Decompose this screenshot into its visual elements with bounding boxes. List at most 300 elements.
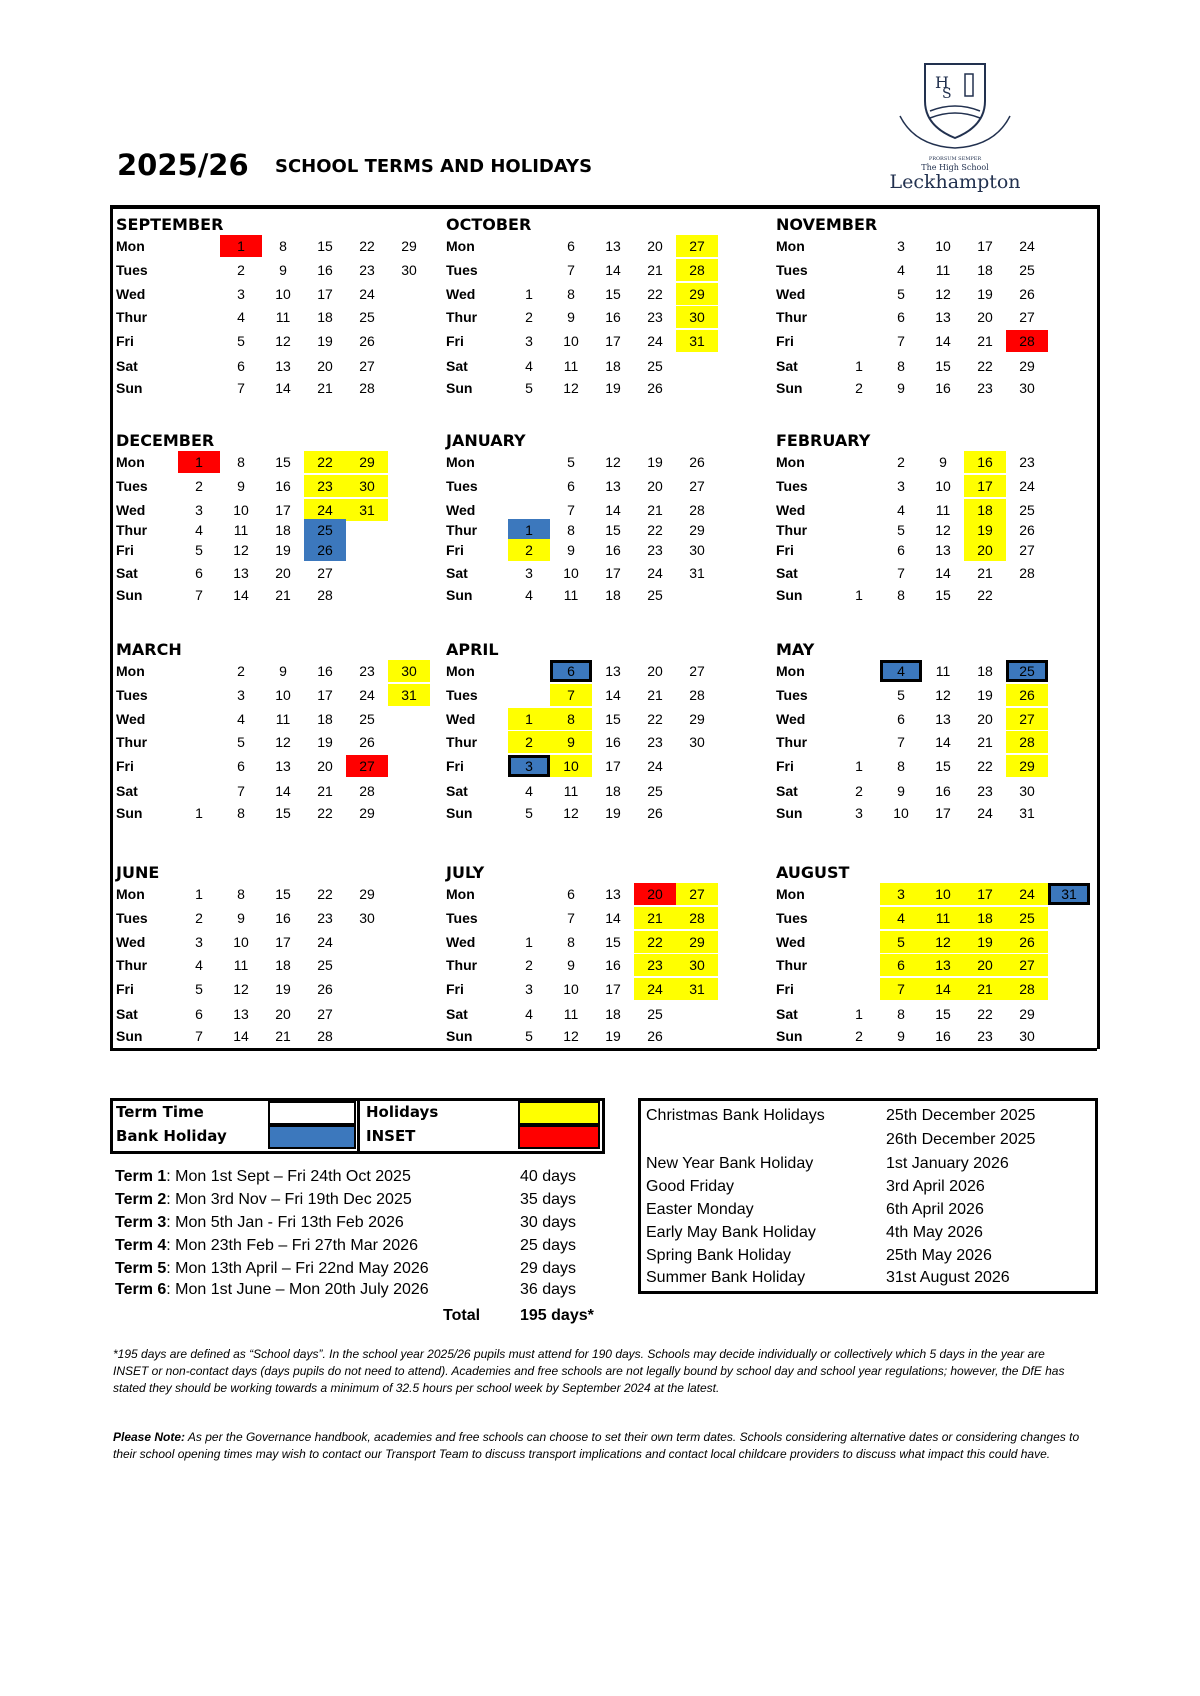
month-june [113, 863, 441, 1068]
date-cell: 21 [647, 262, 663, 278]
date-cell: 23 [634, 954, 676, 976]
date-cell: 29 [401, 238, 417, 254]
day-row-wed [773, 499, 1101, 521]
date-cell: 22 [647, 286, 663, 302]
date-cell [178, 731, 220, 753]
date-cell: 8 [567, 286, 575, 302]
day-row-sun [443, 802, 771, 824]
legend-inset-swatch [518, 1125, 600, 1149]
date-cell: 10 [550, 755, 592, 777]
date-cell: 4 [525, 783, 533, 799]
date-cell: 12 [935, 286, 951, 302]
date-cell: 19 [977, 687, 993, 703]
date-cell: 28 [1006, 330, 1048, 352]
day-row-thur [773, 954, 1101, 976]
date-cell: 5 [237, 333, 245, 349]
date-cell [1048, 931, 1090, 953]
date-cell: 17 [605, 565, 621, 581]
day-row-sat [443, 780, 771, 802]
date-cell: 4 [897, 502, 905, 518]
date-cell: 18 [605, 358, 621, 374]
month-name: APRIL [446, 640, 499, 659]
date-cell: 1 [525, 286, 533, 302]
date-cell: 29 [359, 886, 375, 902]
date-cell [676, 355, 718, 377]
weekday-label: Fri [116, 333, 134, 349]
bank-holiday-date: 1st January 2026 [886, 1155, 1009, 1172]
day-row-mon [773, 235, 1101, 257]
date-cell: 23 [977, 1028, 993, 1044]
date-cell: 1 [178, 451, 220, 473]
weekday-label: Wed [776, 502, 806, 518]
year-title: 2025/26 [117, 148, 249, 182]
day-row-wed [443, 708, 771, 730]
date-cell: 12 [935, 687, 951, 703]
date-cell: 14 [275, 783, 291, 799]
weekday-label: Mon [116, 663, 145, 679]
date-cell [838, 708, 880, 730]
date-cell: 22 [647, 522, 663, 538]
bank-holiday-name: Summer Bank Holiday [646, 1269, 806, 1286]
date-cell [838, 306, 880, 328]
day-row-sun [443, 1025, 771, 1047]
date-cell: 21 [634, 907, 676, 929]
calendar-divider [110, 1048, 1097, 1051]
date-cell [1048, 978, 1090, 1000]
date-cell: 5 [897, 687, 905, 703]
date-cell: 2 [525, 957, 533, 973]
weekday-label: Mon [446, 886, 475, 902]
date-cell: 18 [317, 309, 333, 325]
date-cell [676, 802, 718, 824]
weekday-label: Thur [446, 734, 478, 750]
date-cell: 5 [195, 981, 203, 997]
date-cell: 7 [550, 684, 592, 706]
weekday-label: Tues [446, 262, 478, 278]
date-cell [508, 499, 550, 521]
date-cell: 5 [567, 454, 575, 470]
date-cell: 15 [935, 1006, 951, 1022]
date-cell: 10 [275, 286, 291, 302]
date-cell: 8 [237, 886, 245, 902]
month-name: JULY [446, 863, 485, 882]
date-cell: 7 [567, 262, 575, 278]
weekday-label: Wed [116, 711, 146, 727]
day-row-thur [113, 306, 441, 328]
date-cell: 1 [220, 235, 262, 257]
legend-holidays-swatch [518, 1101, 600, 1125]
day-row-wed [773, 283, 1101, 305]
bank-holiday-date: 25th May 2026 [886, 1247, 992, 1264]
date-cell: 26 [317, 981, 333, 997]
legend-term-time-label: Term Time [116, 1103, 204, 1121]
date-cell: 13 [275, 758, 291, 774]
date-cell: 12 [922, 931, 964, 953]
month-name: MARCH [116, 640, 182, 659]
bank-holiday-date: 4th May 2026 [886, 1224, 983, 1241]
date-cell: 20 [634, 883, 676, 905]
please-note-label: Please Note: [113, 1430, 186, 1444]
date-cell: 10 [233, 502, 249, 518]
day-row-fri [113, 978, 441, 1000]
date-cell: 15 [935, 587, 951, 603]
date-cell: 4 [195, 522, 203, 538]
date-cell: 31 [676, 330, 718, 352]
term-label: Term 3: Mon 5th Jan - Fri 13th Feb 2026 [115, 1214, 404, 1231]
weekday-label: Fri [776, 333, 794, 349]
weekday-label: Tues [776, 262, 808, 278]
term-days: 29 days [520, 1260, 577, 1277]
date-cell: 1 [195, 805, 203, 821]
date-cell: 14 [935, 734, 951, 750]
date-cell: 16 [605, 734, 621, 750]
day-row-tues [113, 907, 441, 929]
month-name: AUGUST [776, 863, 850, 882]
day-row-fri [443, 539, 771, 561]
weekday-label: Mon [446, 663, 475, 679]
month-november [773, 215, 1101, 420]
date-cell: 15 [605, 934, 621, 950]
date-cell: 17 [605, 981, 621, 997]
svg-text:Leckhampton: Leckhampton [890, 171, 1020, 193]
date-cell [178, 660, 220, 682]
date-cell: 26 [689, 454, 705, 470]
weekday-label: Thur [446, 957, 478, 973]
date-cell: 25 [647, 1006, 663, 1022]
weekday-label: Sun [776, 805, 803, 821]
weekday-label: Mon [116, 454, 145, 470]
date-cell: 13 [935, 711, 951, 727]
date-cell: 9 [897, 1028, 905, 1044]
date-cell: 27 [317, 1006, 333, 1022]
date-cell: 11 [275, 309, 291, 325]
date-cell: 21 [647, 502, 663, 518]
date-cell: 14 [605, 262, 621, 278]
date-cell: 28 [1019, 565, 1035, 581]
bank-holiday-name: Good Friday [646, 1178, 735, 1195]
date-cell: 4 [525, 358, 533, 374]
date-cell: 30 [1019, 783, 1035, 799]
day-row-fri [443, 755, 771, 777]
date-cell: 29 [359, 805, 375, 821]
date-cell: 25 [1006, 660, 1048, 682]
date-cell: 14 [275, 380, 291, 396]
weekday-label: Wed [776, 711, 806, 727]
date-cell: 19 [977, 286, 993, 302]
weekday-label: Tues [776, 910, 808, 926]
weekday-label: Mon [776, 663, 805, 679]
date-cell: 25 [647, 358, 663, 374]
day-row-wed [773, 708, 1101, 730]
date-cell: 19 [647, 454, 663, 470]
date-cell: 19 [275, 542, 291, 558]
date-cell [838, 931, 880, 953]
day-row-thur [773, 306, 1101, 328]
bank-holiday-name: Christmas Bank Holidays [646, 1107, 825, 1124]
date-cell: 19 [964, 931, 1006, 953]
date-cell: 21 [977, 333, 993, 349]
date-cell: 13 [605, 886, 621, 902]
weekday-label: Sat [116, 565, 138, 581]
date-cell: 1 [855, 358, 863, 374]
day-row-fri [773, 978, 1101, 1000]
weekday-label: Thur [116, 522, 148, 538]
date-cell: 3 [525, 565, 533, 581]
date-cell: 18 [964, 907, 1006, 929]
date-cell: 4 [525, 587, 533, 603]
weekday-label: Thur [446, 522, 478, 538]
date-cell: 17 [977, 238, 993, 254]
date-cell: 27 [346, 755, 388, 777]
date-cell: 22 [647, 711, 663, 727]
date-cell: 12 [233, 981, 249, 997]
day-row-tues [113, 684, 441, 706]
date-cell: 2 [897, 454, 905, 470]
day-row-sun [113, 802, 441, 824]
date-cell: 23 [1019, 454, 1035, 470]
day-row-sat [773, 780, 1101, 802]
date-cell: 19 [317, 734, 333, 750]
date-cell: 16 [317, 663, 333, 679]
svg-text:H: H [935, 73, 949, 92]
day-row-mon [113, 883, 441, 905]
date-cell [508, 235, 550, 257]
day-row-tues [113, 259, 441, 281]
day-row-sat [113, 355, 441, 377]
date-cell: 3 [237, 286, 245, 302]
weekday-label: Fri [776, 542, 794, 558]
please-note-text: As per the Governance handbook, academies and free schools can choose to set their own term dates. Schools considering alternative dates or considering changes to their school opening times may wish to contact our Transport Team to discuss transport implications and contact local childcare providers to discuss what impact this could have. [113, 1430, 1080, 1461]
date-cell: 25 [1019, 262, 1035, 278]
date-cell: 29 [346, 451, 388, 473]
date-cell: 1 [855, 758, 863, 774]
date-cell [178, 684, 220, 706]
date-cell: 30 [388, 660, 430, 682]
date-cell: 22 [977, 358, 993, 374]
date-cell: 29 [676, 931, 718, 953]
term-row [115, 1214, 635, 1236]
date-cell: 24 [647, 333, 663, 349]
day-row-thur [443, 954, 771, 976]
date-cell: 28 [689, 687, 705, 703]
date-cell [508, 660, 550, 682]
day-row-thur [113, 519, 441, 541]
date-cell: 20 [317, 758, 333, 774]
date-cell: 3 [880, 883, 922, 905]
day-row-mon [443, 660, 771, 682]
date-cell: 8 [567, 934, 575, 950]
date-cell: 8 [897, 358, 905, 374]
date-cell: 16 [605, 309, 621, 325]
weekday-label: Mon [776, 886, 805, 902]
date-cell: 27 [1006, 954, 1048, 976]
date-cell: 25 [647, 783, 663, 799]
date-cell: 23 [977, 783, 993, 799]
date-cell: 21 [275, 1028, 291, 1044]
date-cell: 27 [1019, 309, 1035, 325]
date-cell: 24 [359, 687, 375, 703]
date-cell [508, 451, 550, 473]
date-cell: 24 [1006, 883, 1048, 905]
date-cell: 12 [563, 380, 579, 396]
date-cell: 12 [605, 454, 621, 470]
date-cell [1048, 1025, 1090, 1047]
date-cell: 18 [275, 957, 291, 973]
date-cell: 28 [359, 783, 375, 799]
date-cell: 8 [279, 238, 287, 254]
date-cell: 22 [359, 238, 375, 254]
month-july [443, 863, 771, 1068]
date-cell: 2 [508, 731, 550, 753]
date-cell: 16 [605, 542, 621, 558]
date-cell: 15 [605, 286, 621, 302]
date-cell: 7 [195, 587, 203, 603]
date-cell: 15 [605, 522, 621, 538]
term-label: Term 2: Mon 3rd Nov – Fri 19th Dec 2025 [115, 1191, 412, 1208]
date-cell: 27 [676, 235, 718, 257]
date-cell: 12 [233, 542, 249, 558]
date-cell: 20 [275, 565, 291, 581]
date-cell [838, 283, 880, 305]
day-row-sun [773, 1025, 1101, 1047]
month-october [443, 215, 771, 420]
date-cell: 19 [317, 333, 333, 349]
weekday-label: Tues [116, 478, 148, 494]
month-name: JANUARY [446, 431, 526, 450]
day-row-thur [773, 731, 1101, 753]
date-cell: 21 [275, 587, 291, 603]
date-cell: 11 [233, 522, 249, 538]
date-cell: 8 [237, 454, 245, 470]
weekday-label: Fri [446, 981, 464, 997]
date-cell [838, 330, 880, 352]
date-cell: 29 [676, 283, 718, 305]
date-cell: 17 [317, 286, 333, 302]
date-cell: 29 [689, 522, 705, 538]
term-label: Term 5: Mon 13th April – Fri 22nd May 2026 [115, 1260, 429, 1277]
date-cell: 1 [195, 886, 203, 902]
date-cell [388, 355, 430, 377]
date-cell: 2 [237, 262, 245, 278]
term-days: 30 days [520, 1214, 577, 1231]
day-row-mon [113, 660, 441, 682]
month-name: SEPTEMBER [116, 215, 224, 234]
month-april [443, 640, 771, 845]
date-cell: 30 [359, 910, 375, 926]
date-cell: 18 [977, 262, 993, 278]
day-row-sat [443, 562, 771, 584]
weekday-label: Fri [446, 542, 464, 558]
day-row-tues [443, 259, 771, 281]
date-cell: 11 [935, 262, 951, 278]
date-cell: 26 [647, 380, 663, 396]
weekday-label: Wed [776, 286, 806, 302]
date-cell: 31 [676, 978, 718, 1000]
date-cell: 9 [567, 542, 575, 558]
bank-holiday-date: 25th December 2025 [886, 1107, 1036, 1124]
weekday-label: Sun [446, 805, 473, 821]
date-cell [178, 780, 220, 802]
date-cell: 17 [935, 805, 951, 821]
date-cell [1006, 584, 1048, 606]
weekday-label: Tues [446, 910, 478, 926]
date-cell: 6 [567, 886, 575, 902]
weekday-label: Sun [116, 805, 143, 821]
date-cell [388, 731, 430, 753]
term-row [115, 1237, 635, 1259]
weekday-label: Mon [116, 886, 145, 902]
month-name: MAY [776, 640, 815, 659]
date-cell: 6 [897, 711, 905, 727]
bank-holiday-date: 26th December 2025 [886, 1131, 1036, 1148]
date-cell: 3 [525, 333, 533, 349]
date-cell: 4 [237, 711, 245, 727]
month-name: NOVEMBER [776, 215, 878, 234]
date-cell: 17 [964, 475, 1006, 497]
day-row-tues [773, 907, 1101, 929]
weekday-label: Sun [776, 1028, 803, 1044]
day-row-tues [443, 907, 771, 929]
total-days: 195 days* [520, 1307, 594, 1324]
date-cell [838, 731, 880, 753]
weekday-label: Fri [116, 542, 134, 558]
month-name: OCTOBER [446, 215, 532, 234]
date-cell: 5 [880, 931, 922, 953]
date-cell: 15 [275, 454, 291, 470]
date-cell: 18 [605, 1006, 621, 1022]
date-cell: 20 [977, 309, 993, 325]
date-cell [838, 259, 880, 281]
date-cell [346, 539, 388, 561]
date-cell: 5 [525, 1028, 533, 1044]
date-cell: 7 [880, 978, 922, 1000]
date-cell: 30 [401, 262, 417, 278]
weekday-label: Sat [116, 1006, 138, 1022]
date-cell: 17 [605, 758, 621, 774]
date-cell: 6 [195, 1006, 203, 1022]
date-cell [838, 883, 880, 905]
date-cell [676, 755, 718, 777]
day-row-mon [773, 660, 1101, 682]
day-row-fri [443, 330, 771, 352]
date-cell: 10 [922, 883, 964, 905]
date-cell: 5 [237, 734, 245, 750]
date-cell: 14 [922, 978, 964, 1000]
date-cell: 10 [563, 333, 579, 349]
date-cell [676, 780, 718, 802]
date-cell [838, 660, 880, 682]
weekday-label: Sun [116, 1028, 143, 1044]
date-cell: 27 [1006, 708, 1048, 730]
weekday-label: Tues [116, 262, 148, 278]
date-cell: 12 [275, 333, 291, 349]
date-cell [346, 584, 388, 606]
weekday-label: Mon [776, 238, 805, 254]
date-cell: 5 [525, 805, 533, 821]
date-cell: 3 [195, 934, 203, 950]
date-cell: 13 [233, 1006, 249, 1022]
total-label: Total [443, 1307, 481, 1324]
month-may [773, 640, 1101, 845]
date-cell: 27 [689, 663, 705, 679]
month-name: JUNE [116, 863, 160, 882]
date-cell: 5 [897, 522, 905, 538]
date-cell: 1 [508, 519, 550, 541]
weekday-label: Wed [446, 286, 476, 302]
date-cell [178, 259, 220, 281]
date-cell: 10 [563, 565, 579, 581]
day-row-tues [773, 475, 1101, 497]
